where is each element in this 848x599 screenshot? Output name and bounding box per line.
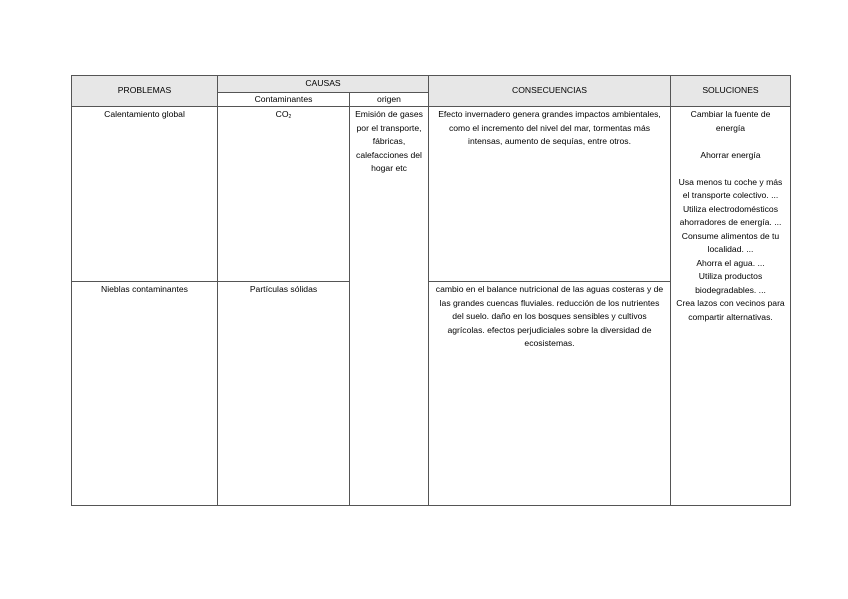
header-problemas: PROBLEMAS bbox=[72, 76, 218, 107]
co2-subscript: 2 bbox=[288, 114, 292, 120]
solucion-item: Consume alimentos de tu localidad. ... bbox=[681, 230, 780, 254]
header-causas: CAUSAS bbox=[218, 76, 429, 93]
solucion-item: Usa menos tu coche y más el transporte colectivo. ... bbox=[678, 176, 783, 200]
contaminante-cell bbox=[218, 107, 350, 282]
co2-base: CO bbox=[275, 109, 289, 119]
header-origen: origen bbox=[350, 93, 429, 107]
header-consecuencias: CONSECUENCIAS bbox=[429, 76, 671, 107]
solucion-item: Utiliza productos biodegradables. ... bbox=[695, 271, 766, 295]
problema-cell: Nieblas contaminantes bbox=[72, 282, 218, 506]
origen-cell: Emisión de gases por el transporte, fábricas, calefacciones del hogar etc bbox=[350, 107, 429, 506]
header-contaminantes: Contaminantes bbox=[218, 93, 350, 107]
solucion-item: Utiliza electrodomésticos ahorradores de energía. ... bbox=[679, 203, 782, 227]
contaminante-cell: Partículas sólidas bbox=[218, 282, 350, 506]
solucion-item: Crea lazos con vecinos para compartir alternativas. bbox=[676, 298, 785, 322]
soluciones-cell bbox=[671, 107, 791, 506]
consecuencia-cell: Efecto invernadero genera grandes impactos ambientales, como el incremento del nivel del mar, tormentas más intensas, aumento de sequías, entre otros. bbox=[429, 107, 671, 282]
environmental-problems-table bbox=[71, 75, 791, 506]
solucion-item: Cambiar la fuente de energía bbox=[690, 109, 771, 133]
solucion-item: Ahorrar energía bbox=[700, 149, 761, 160]
solucion-item: Ahorra el agua. ... bbox=[696, 257, 765, 268]
header-soluciones: SOLUCIONES bbox=[671, 76, 791, 107]
consecuencia-cell: cambio en el balance nutricional de las aguas costeras y de las grandes cuencas fluviales. reducción de los nutrientes del suelo. daño en los bosques sensibles y cultivos agrícolas. efectos perjudiciales sobre la diversidad de ecosistemas. bbox=[429, 282, 671, 506]
problema-cell: Calentamiento global bbox=[72, 107, 218, 282]
